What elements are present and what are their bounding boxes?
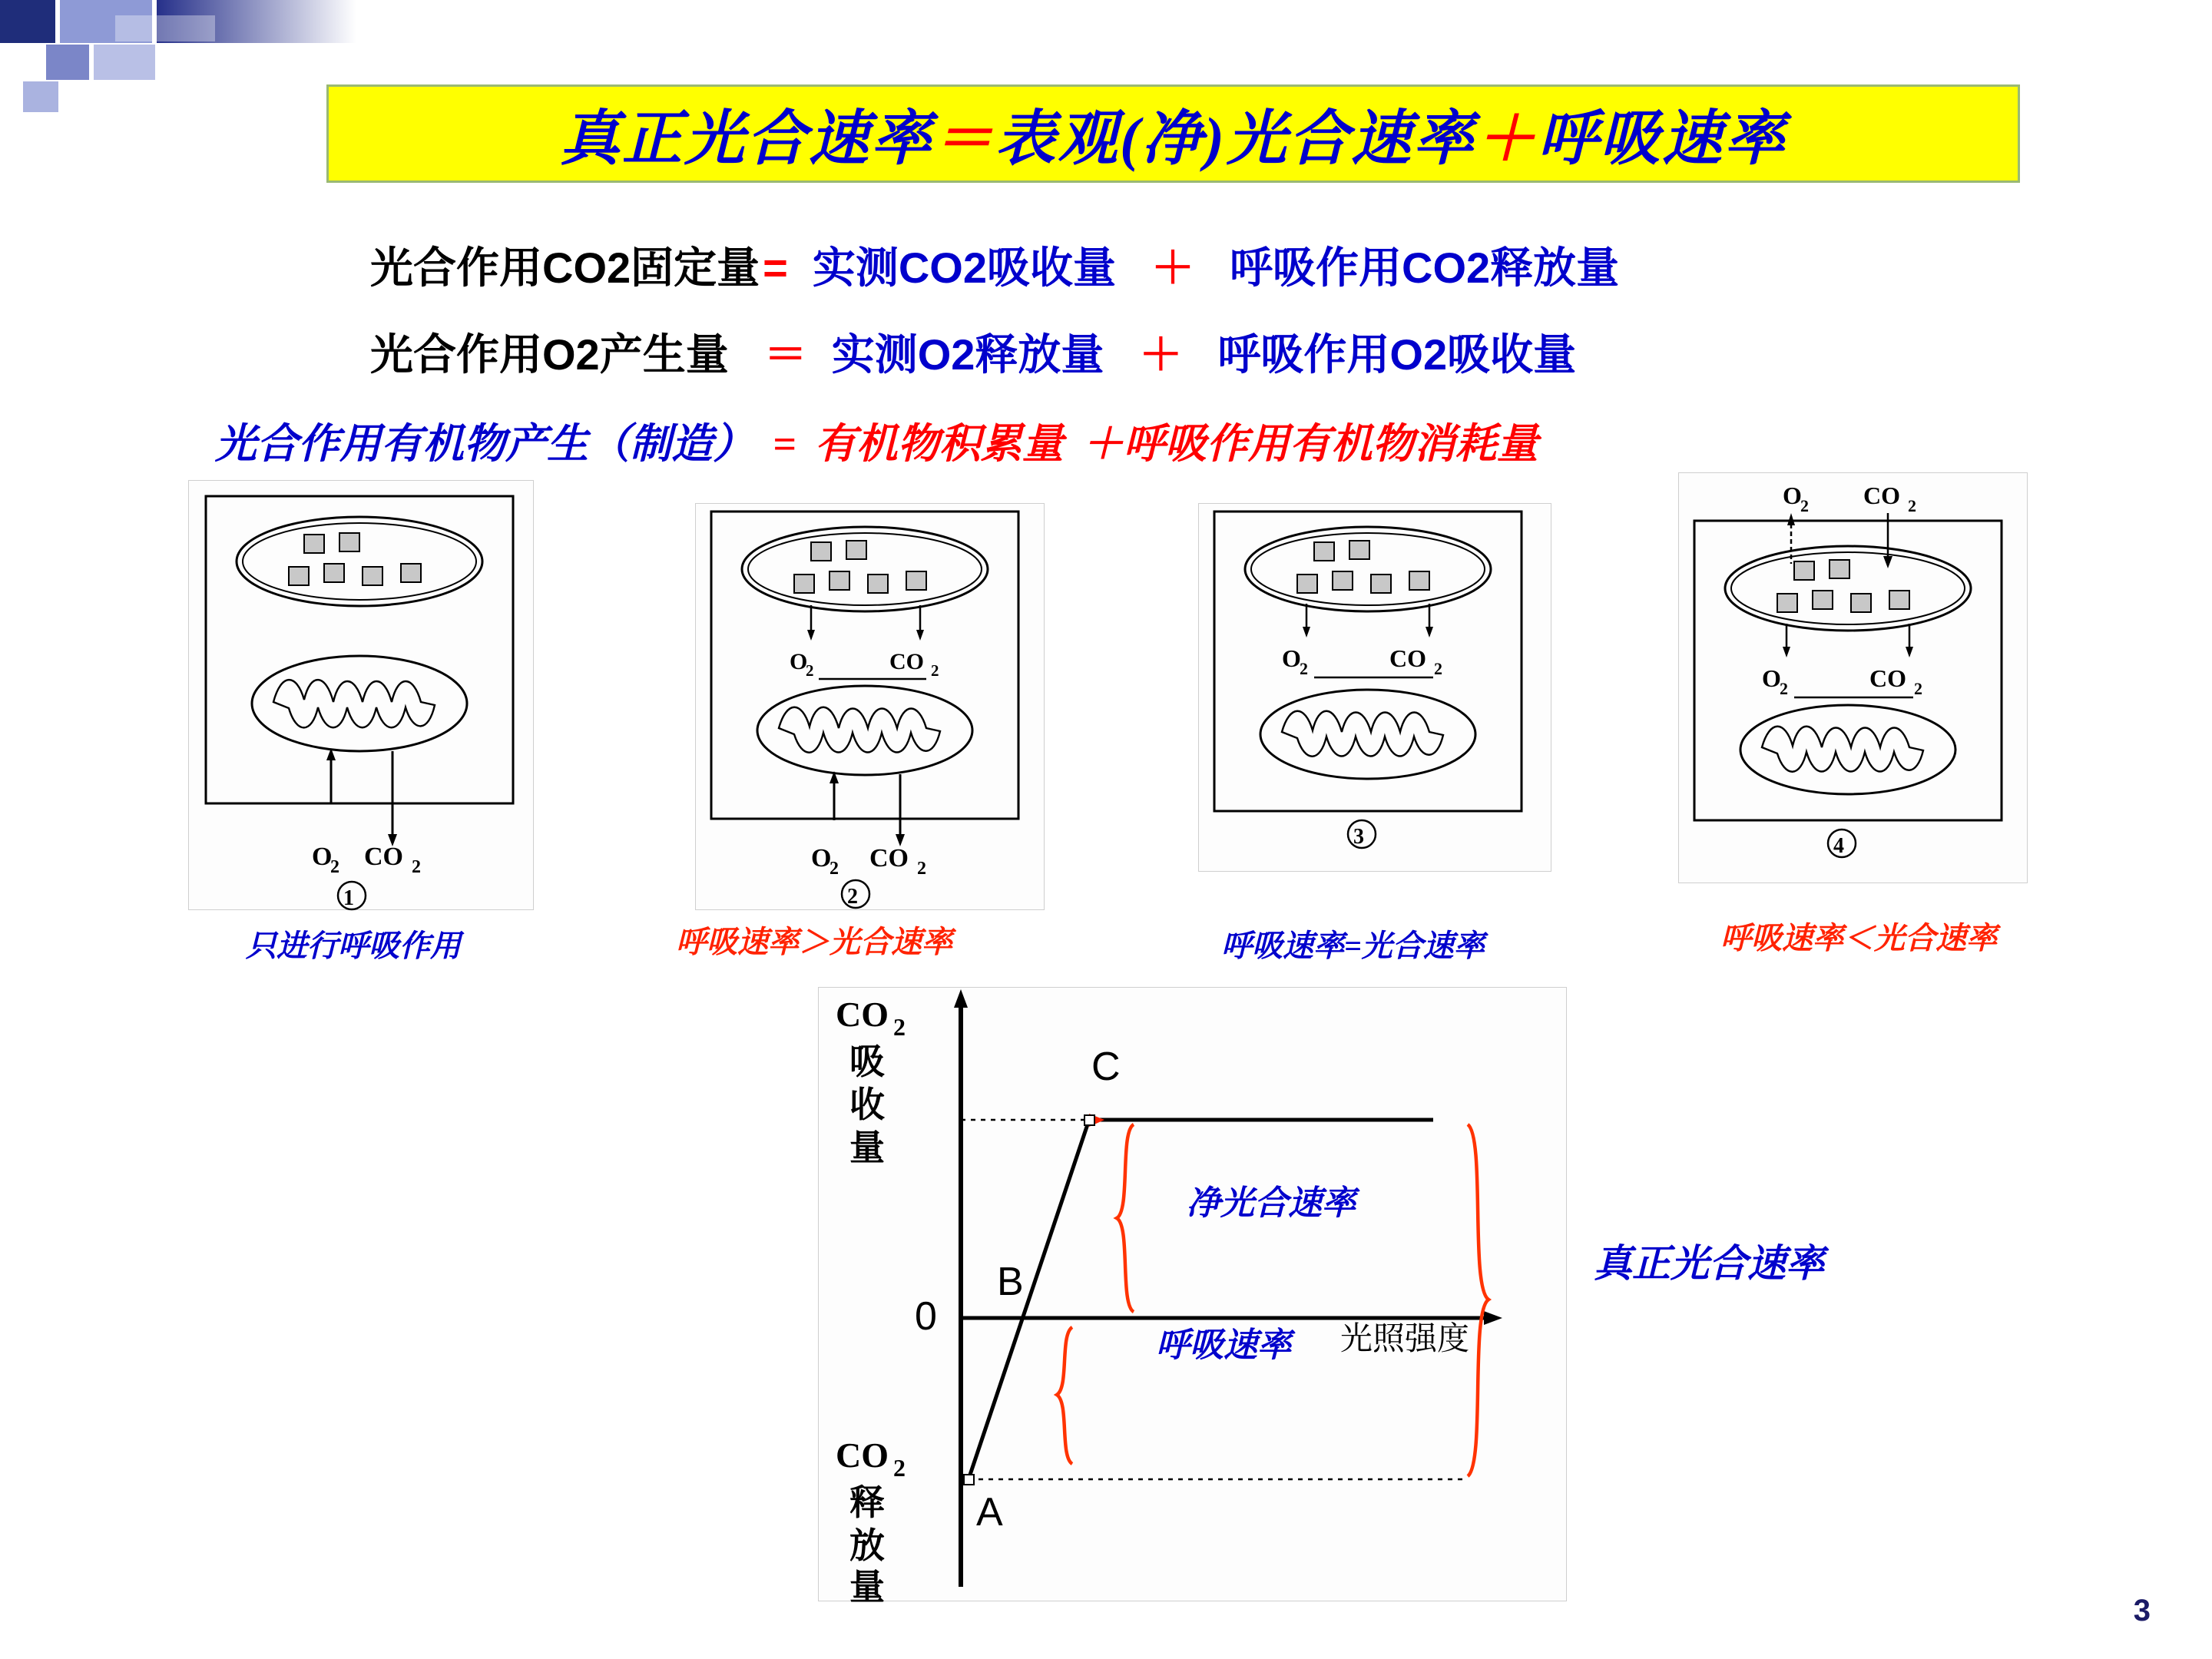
svg-text:3: 3 bbox=[1353, 825, 1364, 849]
title-equals: ＝ bbox=[933, 105, 996, 172]
svg-text:1: 1 bbox=[343, 886, 354, 910]
svg-text:量: 量 bbox=[849, 1568, 885, 1602]
svg-text:CO: CO bbox=[1869, 664, 1906, 692]
svg-text:O: O bbox=[790, 649, 808, 674]
eq3-right: 呼吸作用有机物消耗量 bbox=[1123, 421, 1538, 467]
cell-diagram-4-caption: 呼吸速率＜光合速率 bbox=[1720, 921, 1997, 955]
x-axis-label: 光照强度 bbox=[1340, 1320, 1470, 1356]
page-number: 3 bbox=[2133, 1594, 2151, 1628]
deco-block bbox=[23, 81, 58, 112]
svg-text:释: 释 bbox=[849, 1483, 885, 1522]
cell-diagram-1-svg bbox=[189, 481, 535, 911]
cell-diagram-4-svg bbox=[1679, 473, 2028, 884]
svg-text:放: 放 bbox=[849, 1526, 885, 1565]
title-part2: 表观(净)光合速率 bbox=[995, 105, 1475, 172]
svg-text:CO: CO bbox=[1863, 482, 1900, 509]
deco-block bbox=[0, 0, 55, 43]
cell-diagram-1 bbox=[188, 480, 534, 910]
svg-text:2: 2 bbox=[1434, 659, 1442, 678]
net-photosynthesis-rate-label: 净光合速率 bbox=[1187, 1184, 1356, 1222]
eq1-left: 光合作用CO2固定量 bbox=[370, 243, 760, 292]
eq3-plus: ＋ bbox=[1081, 421, 1124, 467]
svg-text:2: 2 bbox=[917, 859, 926, 879]
eq1-equals: = bbox=[763, 243, 788, 292]
deco-block bbox=[46, 45, 89, 80]
eq1-plus: ＋ bbox=[1151, 243, 1195, 292]
cell-diagram-2-svg bbox=[696, 504, 1045, 911]
equation-line-2 bbox=[369, 321, 1578, 382]
svg-text:量: 量 bbox=[849, 1128, 885, 1167]
eq3-equals: = bbox=[773, 421, 796, 467]
svg-text:O: O bbox=[811, 844, 832, 873]
svg-text:2: 2 bbox=[1914, 679, 1922, 698]
true-photosynthesis-rate-label: 真正光合速率 bbox=[1594, 1242, 1824, 1285]
title-plus: ＋ bbox=[1475, 105, 1538, 172]
svg-text:2: 2 bbox=[1800, 496, 1809, 515]
svg-text:CO: CO bbox=[869, 844, 909, 873]
equation-line-1 bbox=[369, 234, 1621, 296]
cell-diagram-2-caption: 呼吸速率＞光合速率 bbox=[676, 925, 952, 959]
title-part1: 真正光合速率 bbox=[559, 105, 933, 172]
svg-text:2: 2 bbox=[330, 857, 339, 877]
svg-text:4: 4 bbox=[1833, 834, 1844, 858]
eq2-middle: 实测O2释放量 bbox=[831, 330, 1104, 379]
eq2-left: 光合作用O2产生量 bbox=[370, 330, 729, 379]
svg-text:2: 2 bbox=[893, 1013, 906, 1041]
svg-text:2: 2 bbox=[412, 857, 421, 877]
svg-text:O: O bbox=[1783, 482, 1802, 509]
cell-diagram-3-svg bbox=[1199, 504, 1552, 873]
svg-text:C: C bbox=[1091, 1045, 1121, 1089]
svg-text:吸: 吸 bbox=[849, 1042, 885, 1081]
svg-text:O: O bbox=[312, 843, 333, 871]
deco-block bbox=[94, 45, 155, 80]
svg-text:2: 2 bbox=[806, 661, 814, 680]
svg-text:A: A bbox=[976, 1490, 1003, 1535]
eq2-right: 呼吸作用O2吸收量 bbox=[1217, 330, 1577, 379]
eq1-middle: 实测CO2吸收量 bbox=[812, 243, 1117, 292]
svg-text:CO: CO bbox=[836, 1435, 889, 1475]
svg-text:收: 收 bbox=[849, 1085, 885, 1124]
svg-text:B: B bbox=[997, 1260, 1024, 1304]
svg-text:2: 2 bbox=[1908, 496, 1916, 515]
svg-text:2: 2 bbox=[893, 1454, 906, 1482]
svg-text:CO: CO bbox=[364, 843, 403, 871]
title-part3: 呼吸速率 bbox=[1537, 105, 1786, 172]
eq1-right: 呼吸作用CO2释放量 bbox=[1230, 243, 1620, 292]
cell-diagram-1-caption: 只进行呼吸作用 bbox=[246, 929, 461, 963]
corner-decoration bbox=[0, 0, 323, 115]
eq3-left: 光合作用有机物产生（制造） bbox=[215, 421, 754, 467]
page-title bbox=[326, 84, 2020, 183]
respiration-rate-label: 呼吸速率 bbox=[1156, 1326, 1291, 1364]
eq3-middle: 有机物积累量 bbox=[814, 421, 1064, 467]
eq2-equals: ＝ bbox=[763, 330, 807, 379]
cell-diagram-3 bbox=[1198, 503, 1551, 872]
svg-text:2: 2 bbox=[830, 859, 839, 879]
svg-text:2: 2 bbox=[931, 661, 939, 680]
svg-text:2: 2 bbox=[1780, 679, 1788, 698]
cell-diagram-3-caption: 呼吸速率=光合速率 bbox=[1221, 929, 1485, 963]
svg-text:CO: CO bbox=[1389, 644, 1426, 672]
svg-text:2: 2 bbox=[847, 885, 858, 909]
cell-diagram-4 bbox=[1678, 472, 2028, 883]
svg-text:O: O bbox=[1282, 644, 1301, 672]
svg-text:0: 0 bbox=[915, 1294, 937, 1339]
deco-block bbox=[115, 15, 215, 41]
svg-text:CO: CO bbox=[836, 995, 889, 1034]
svg-text:CO: CO bbox=[889, 649, 924, 674]
equation-line-3 bbox=[215, 411, 1538, 470]
eq2-plus: ＋ bbox=[1139, 330, 1183, 379]
photosynthesis-rate-chart bbox=[818, 987, 1567, 1601]
svg-text:O: O bbox=[1762, 664, 1781, 692]
svg-text:2: 2 bbox=[1300, 659, 1308, 678]
chart-svg bbox=[819, 988, 1568, 1602]
cell-diagram-2 bbox=[695, 503, 1045, 910]
